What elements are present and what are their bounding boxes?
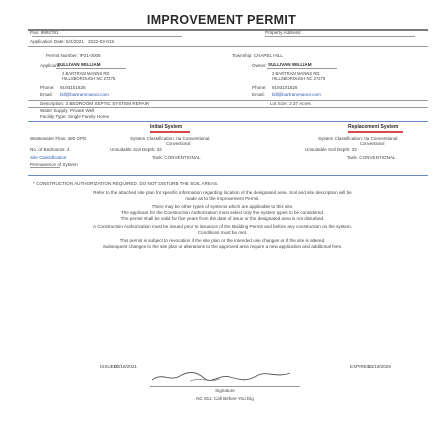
owner-address-2: HILLSBOROUGH NC 27278 [272,76,326,81]
initial-classification: System Classification: IIa Conventional [130,136,210,141]
application-date-value: 2022-03-015 [88,39,115,44]
issued-label: ISSUED: [100,364,119,369]
description: Description: 3 BEDROOM SEPTIC SYSTEM REPAIR [40,101,150,106]
owner-email[interactable]: bill@bartrammanor.com [272,92,321,97]
title-rule [28,29,428,31]
owner-phone: 9193101826 [272,85,298,90]
applicant-email[interactable]: bill@bartrammanor.com [60,92,109,97]
property-address-label: Property Address: [265,30,302,35]
initial-classification-sub: Conventional [166,141,191,146]
condition-line-4: The applicant for the Construction Authorization must select only the system types to be considered. [120,210,325,215]
replacement-tank: Tank: CONVENTIONAL [347,155,396,160]
initial-system-head: Initial System [150,124,183,130]
applicant-label: Applicant: [40,63,61,68]
expires-date: 03/18/2026 [368,364,391,369]
applicant-phone: 9193101826 [60,85,86,90]
expires-label: EXPIRES: [350,364,372,369]
initial-head-underline [150,131,190,133]
township: Township: CHAPEL HILL [232,53,283,58]
condition-line-5: The permit shall be valid for five years from the date of issue or the designated area is not disturbed. [120,216,325,221]
condition-line-7: Conditions must be met. [197,230,248,235]
owner-address-1: 2 BARTRAM MANNS RD [272,71,320,76]
replacement-soil-depth: Unsuitable Soil Depth: 32 [305,147,357,152]
nc811-note: NC 811: Call Before You Dig [196,396,254,401]
initial-soil-depth: Unsuitable Soil Depth: 32 [110,147,162,152]
condition-line-9: Subsequent changes to the site plan or alterations to the approved area require a new application and additional fees. [102,244,343,249]
phone-label: Phone: [40,85,55,90]
signature-line [150,386,300,387]
rule-1 [28,46,428,47]
condition-line-3: There may be other types of systems which are applicable to this site. [151,204,294,209]
condition-line-1: Refer to the attached site plan for specific information regarding location of the designated area. Soil and site description will be [93,190,352,195]
pin-underline [32,36,182,37]
address-underline [265,36,415,37]
signature-image [150,368,300,386]
application-date: Application Date: 5/2/2021 [30,39,84,44]
rule-4 [28,121,428,122]
owner-label: Owner: [252,63,267,68]
condition-line-8: This permit is subject to revocation if the site plan or the intended use changes or if the site is altered. [119,238,326,243]
owner-email-label: Email: [252,92,265,97]
pin-label: Pan: 9992761 [30,30,59,35]
wastewater-flow: Wastewater Flow: 480 GPD [30,136,87,141]
initial-tank: Tank: CONVENTIONAL [152,155,201,160]
replacement-classification: System Classification: IIa Conventional [318,136,398,141]
email-label: Email: [40,92,53,97]
replacement-head-underline [348,131,403,133]
owner-phone-label: Phone: [252,85,267,90]
water-supply: Water Supply: Private Well [40,108,95,113]
applicant-name: SULLIVAN WILLIAM [57,62,101,67]
applicant-address-2: HILLSBOROUGH NC 27278 [62,76,116,81]
conditions-heading: * CONSTRUCTION AUTHORIZATION REQUIRED. DO NOT DISTURB THE SOIL AREAS. [33,181,219,186]
owner-name: SULLIVAN WILLIAM [268,62,312,67]
permanence-underline [30,167,60,168]
condition-line-2: made as to the Improvement Permit. [185,196,260,201]
replacement-system-head: Replacement System [348,124,399,130]
site-classification: Site Classification: [30,155,68,160]
page-title: IMPROVEMENT PERMIT [146,13,297,27]
permanence: Permanence of System [30,162,78,167]
facility-type: Facility Type: Single Family Home [40,114,110,119]
replacement-classification-sub: Conventional [360,141,385,146]
permit-number: Permit Number: IP21-0006 [46,53,101,58]
bedrooms: No. of Bedrooms: 4 [30,147,70,152]
owner-underline [267,68,337,69]
issued-date: 03/18/2021 [114,364,137,369]
rule-5 [28,175,428,176]
condition-line-6: A Construction Authorization must be issued prior to issuance of the Building Permit and before any construction on the system. [93,224,352,229]
applicant-underline [56,68,126,69]
applicant-address-1: 2 BARTRAM MANNS RD [62,71,110,76]
lot-size: Lot Size: 2.37 Acres [270,101,311,106]
signature-caption: Signature [215,388,235,393]
